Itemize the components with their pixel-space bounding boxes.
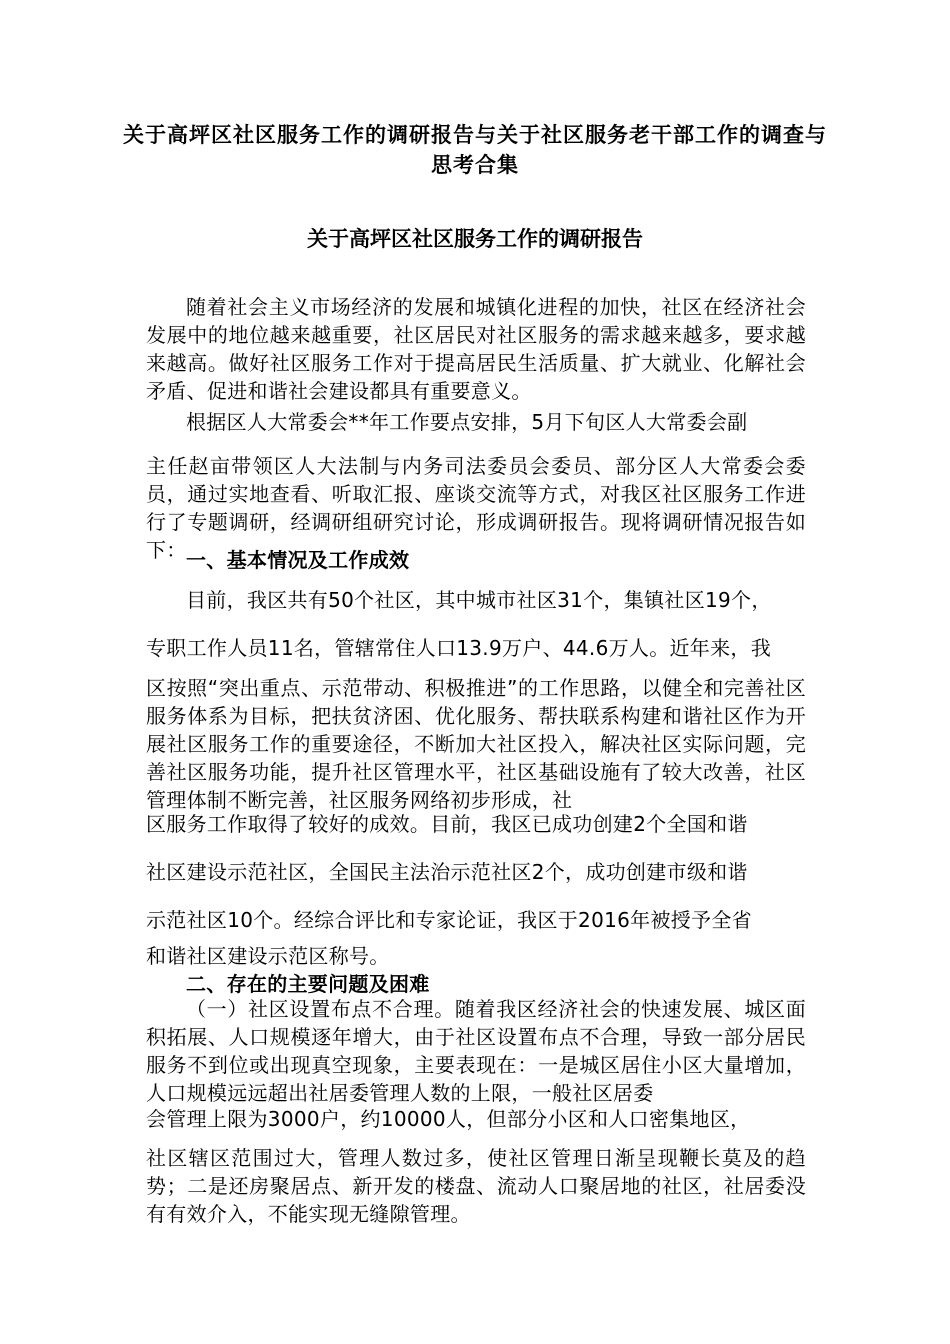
paragraph-line: 和谐社区建设示范区称号。 — [146, 944, 390, 968]
paragraph-line: 目前，我区共有50个社区，其中城市社区31个，集镇社区19个， — [186, 588, 772, 612]
paragraph-line: 会管理上限为3000户，约10000人，但部分小区和人口密集地区， — [146, 1107, 751, 1131]
paragraph-body: （一）社区设置布点不合理。随着我区经济社会的快速发展、城区面积拓展、人口规模逐年增大，由于社区设置布点不合理，导致一部分居民服务不到位或出现真空现象，主要表现在：一是城区居住小区大量增加，人口规模远远超出社居委管理人数的上限，一般社区居委 — [146, 997, 806, 1105]
paragraph-line: 区服务工作取得了较好的成效。目前，我区已成功创建2个全国和谐 — [146, 812, 748, 836]
section-heading: 一、基本情况及工作成效 — [186, 548, 410, 572]
section-heading: 二、存在的主要问题及困难 — [186, 972, 430, 996]
paragraph-line: 专职工作人员11名，管辖常住人口13.9万户、44.6万人。近年来，我 — [146, 636, 772, 660]
paragraph-line: 社区建设示范社区，全国民主法治示范社区2个，成功创建市级和谐 — [146, 860, 748, 884]
paragraph-line: 示范社区10个。经综合评比和专家论证，我区于2016年被授予全省 — [146, 908, 752, 932]
paragraph-line: 根据区人大常委会**年工作要点安排，5月下旬区人大常委会副 — [186, 410, 748, 434]
paragraph-intro: 随着社会主义市场经济的发展和城镇化进程的加快，社区在经济社会发展中的地位越来越重要，社区居民对社区服务的需求越来越多，要求越来越高。做好社区服务工作对于提高居民生活质量、扩大就业、化解社会矛盾、促进和谐社会建设都具有重要意义。 — [146, 295, 806, 403]
report-subtitle: 关于高坪区社区服务工作的调研报告 — [307, 227, 643, 251]
paragraph-body: 主任赵亩带领区人大法制与内务司法委员会委员、部分区人大常委会委员，通过实地查看、听取汇报、座谈交流等方式，对我区社区服务工作进行了专题调研，经调研组研究讨论，形成调研报告。现将调研情况报告如下： — [146, 454, 806, 562]
paragraph-body: 社区辖区范围过大，管理人数过多，使社区管理日渐呈现鞭长莫及的趋势；二是还房聚居点、新开发的楼盘、流动人口聚居地的社区，社居委没有有效介入，不能实现无缝隙管理。 — [146, 1146, 806, 1226]
paragraph-body: 区按照“突出重点、示范带动、积极推进”的工作思路，以健全和完善社区服务体系为目标，把扶贫济困、优化服务、帮扶联系构建和谐社区作为开展社区服务工作的重要途径，不断加大社区投入，解决社区实际问题，完善社区服务功能，提升社区管理水平，社区基础设施有了较大改善，社区管理体制不断完善，社区服务网络初步形成，社 — [146, 676, 806, 812]
document-title: 关于高坪区社区服务工作的调研报告与关于社区服务老干部工作的调查与思考合集 — [123, 123, 827, 177]
